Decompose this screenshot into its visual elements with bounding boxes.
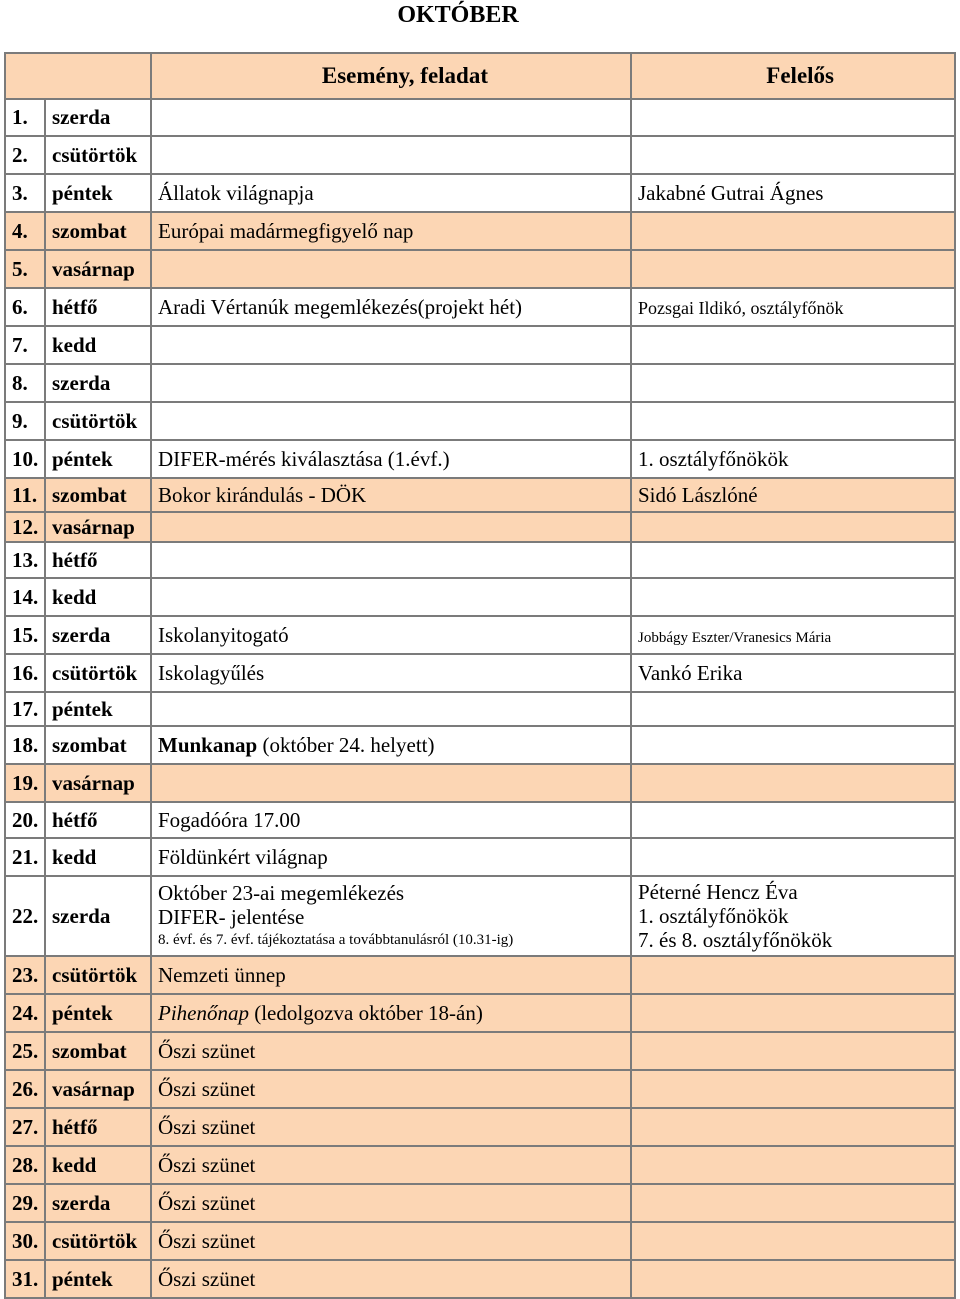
weekday-cell bbox=[45, 99, 151, 136]
event-cell bbox=[151, 1260, 631, 1298]
table-row bbox=[5, 542, 955, 578]
weekday-cell bbox=[45, 876, 151, 956]
table-row bbox=[5, 402, 955, 440]
day-number-cell bbox=[5, 726, 45, 764]
event-cell bbox=[151, 616, 631, 654]
table-row bbox=[5, 1070, 955, 1108]
day-number: 27. bbox=[12, 1114, 39, 1139]
weekday-cell bbox=[45, 654, 151, 692]
weekday-name: péntek bbox=[52, 1266, 113, 1291]
responsible-line: 1. osztályfőnökök bbox=[638, 904, 789, 928]
event-text: Őszi szünet bbox=[158, 1114, 256, 1139]
responsible-cell bbox=[631, 364, 955, 402]
responsible-cell bbox=[631, 802, 955, 838]
weekday-name: csütörtök bbox=[52, 408, 138, 433]
table-row bbox=[5, 956, 955, 994]
weekday-cell bbox=[45, 838, 151, 876]
event-text: Iskolagyűlés bbox=[158, 660, 265, 685]
responsible-text: Jobbágy Eszter/Vranesics Mária bbox=[638, 629, 832, 646]
weekday-name: szombat bbox=[52, 732, 127, 757]
weekday-cell bbox=[45, 802, 151, 838]
weekday-name: vasárnap bbox=[52, 770, 135, 795]
day-number-cell bbox=[5, 876, 45, 956]
weekday-cell bbox=[45, 578, 151, 616]
weekday-name: hétfő bbox=[52, 294, 98, 319]
responsible-cell bbox=[631, 654, 955, 692]
event-cell bbox=[151, 326, 631, 364]
table-row bbox=[5, 802, 955, 838]
weekday-name: péntek bbox=[52, 696, 113, 721]
day-number-cell bbox=[5, 1070, 45, 1108]
table-row bbox=[5, 1032, 955, 1070]
day-number-cell bbox=[5, 1260, 45, 1298]
table-row bbox=[5, 1184, 955, 1222]
table-row bbox=[5, 288, 955, 326]
table-row bbox=[5, 1146, 955, 1184]
weekday-cell bbox=[45, 726, 151, 764]
day-number: 22. bbox=[12, 903, 39, 928]
weekday-name: csütörtök bbox=[52, 142, 138, 167]
event-text: Őszi szünet bbox=[158, 1266, 256, 1291]
weekday-name: hétfő bbox=[52, 807, 98, 832]
responsible-cell bbox=[631, 838, 955, 876]
event-cell bbox=[151, 726, 631, 764]
day-number: 26. bbox=[12, 1076, 39, 1101]
day-number-cell bbox=[5, 654, 45, 692]
day-number: 6. bbox=[12, 294, 28, 319]
event-text: Iskolanyitogató bbox=[158, 622, 289, 647]
weekday-name: szerda bbox=[52, 1190, 111, 1215]
event-text: Európai madármegfigyelő nap bbox=[158, 218, 414, 243]
event-cell bbox=[151, 802, 631, 838]
responsible-cell bbox=[631, 1222, 955, 1260]
responsible-cell bbox=[631, 212, 955, 250]
day-number: 8. bbox=[12, 370, 28, 395]
day-number: 13. bbox=[12, 547, 39, 572]
event-text: Őszi szünet bbox=[158, 1076, 256, 1101]
weekday-cell bbox=[45, 478, 151, 512]
event-cell bbox=[151, 512, 631, 542]
responsible-cell bbox=[631, 136, 955, 174]
weekday-name: csütörtök bbox=[52, 1228, 138, 1253]
event-cell bbox=[151, 578, 631, 616]
weekday-cell bbox=[45, 250, 151, 288]
day-number: 23. bbox=[12, 962, 39, 987]
responsible-cell bbox=[631, 440, 955, 478]
event-text: Földünkért világnap bbox=[158, 844, 328, 869]
table-row bbox=[5, 326, 955, 364]
event-text: (ledolgozva október 18-án) bbox=[248, 1000, 483, 1025]
event-cell bbox=[151, 542, 631, 578]
event-cell bbox=[151, 212, 631, 250]
event-cell bbox=[151, 250, 631, 288]
day-number-cell bbox=[5, 99, 45, 136]
weekday-name: hétfő bbox=[52, 1114, 98, 1139]
event-cell bbox=[151, 1070, 631, 1108]
event-cell bbox=[151, 1146, 631, 1184]
weekday-name: kedd bbox=[52, 844, 97, 869]
event-cell bbox=[151, 838, 631, 876]
event-cell bbox=[151, 174, 631, 212]
responsible-text: Vankó Erika bbox=[638, 660, 743, 685]
day-number: 4. bbox=[12, 218, 28, 243]
weekday-cell bbox=[45, 692, 151, 726]
day-number: 30. bbox=[12, 1228, 39, 1253]
weekday-cell bbox=[45, 956, 151, 994]
event-cell bbox=[151, 1184, 631, 1222]
table-row bbox=[5, 692, 955, 726]
day-number: 29. bbox=[12, 1190, 39, 1215]
table-header-row bbox=[5, 53, 955, 99]
table-row bbox=[5, 616, 955, 654]
responsible-cell bbox=[631, 1108, 955, 1146]
responsible-cell bbox=[631, 616, 955, 654]
responsible-cell bbox=[631, 326, 955, 364]
event-cell bbox=[151, 402, 631, 440]
responsible-cell bbox=[631, 250, 955, 288]
day-number-cell bbox=[5, 364, 45, 402]
event-cell bbox=[151, 364, 631, 402]
day-number-cell bbox=[5, 440, 45, 478]
day-number: 5. bbox=[12, 256, 28, 281]
weekday-name: szerda bbox=[52, 105, 111, 129]
day-number: 1. bbox=[12, 105, 28, 129]
event-cell bbox=[151, 288, 631, 326]
weekday-cell bbox=[45, 1222, 151, 1260]
table-row bbox=[5, 726, 955, 764]
table-row bbox=[5, 174, 955, 212]
day-number: 25. bbox=[12, 1038, 39, 1063]
responsible-line: 7. és 8. osztályfőnökök bbox=[638, 928, 833, 952]
event-line: 8. évf. és 7. évf. tájékoztatása a továbbtanulásról (10.31-ig) bbox=[158, 932, 514, 948]
responsible-text: Sidó Lászlóné bbox=[638, 482, 758, 507]
responsible-line: Péterné Hencz Éva bbox=[638, 880, 798, 904]
responsible-cell bbox=[631, 956, 955, 994]
table-row bbox=[5, 1260, 955, 1298]
weekday-cell bbox=[45, 764, 151, 802]
responsible-cell bbox=[631, 542, 955, 578]
table-row bbox=[5, 99, 955, 136]
weekday-name: vasárnap bbox=[52, 1076, 135, 1101]
event-line: DIFER- jelentése bbox=[158, 905, 305, 929]
day-number-cell bbox=[5, 994, 45, 1032]
header-event: Esemény, feladat bbox=[151, 53, 631, 99]
day-number-cell bbox=[5, 250, 45, 288]
day-number-cell bbox=[5, 1222, 45, 1260]
day-number-cell bbox=[5, 402, 45, 440]
day-number: 31. bbox=[12, 1266, 39, 1291]
day-number-cell bbox=[5, 174, 45, 212]
responsible-cell bbox=[631, 174, 955, 212]
day-number: 24. bbox=[12, 1000, 39, 1025]
day-number-cell bbox=[5, 692, 45, 726]
event-text: Bokor kirándulás - DÖK bbox=[158, 482, 367, 507]
day-number-cell bbox=[5, 288, 45, 326]
weekday-cell bbox=[45, 174, 151, 212]
page-title: OKTÓBER bbox=[397, 2, 519, 28]
responsible-cell bbox=[631, 692, 955, 726]
day-number: 2. bbox=[12, 142, 28, 167]
event-cell bbox=[151, 956, 631, 994]
table-row bbox=[5, 212, 955, 250]
weekday-name: vasárnap bbox=[52, 256, 135, 281]
event-cell bbox=[151, 876, 631, 956]
day-number-cell bbox=[5, 1146, 45, 1184]
weekday-cell bbox=[45, 1260, 151, 1298]
event-cell bbox=[151, 440, 631, 478]
event-emphasis: Munkanap bbox=[158, 732, 258, 757]
responsible-cell bbox=[631, 1032, 955, 1070]
day-number: 21. bbox=[12, 844, 39, 869]
event-cell bbox=[151, 136, 631, 174]
responsible-text: 1. osztályfőnökök bbox=[638, 446, 789, 471]
day-number-cell bbox=[5, 956, 45, 994]
responsible-text: Jakabné Gutrai Ágnes bbox=[638, 180, 824, 205]
event-text: Állatok világnapja bbox=[158, 180, 314, 205]
day-number: 3. bbox=[12, 180, 28, 205]
table-row bbox=[5, 1108, 955, 1146]
event-text: Nemzeti ünnep bbox=[158, 962, 286, 987]
day-number-cell bbox=[5, 326, 45, 364]
table-row bbox=[5, 578, 955, 616]
day-number-cell bbox=[5, 1184, 45, 1222]
weekday-name: péntek bbox=[52, 180, 113, 205]
responsible-text: Pozsgai Ildikó, osztályfőnök bbox=[638, 297, 844, 318]
event-cell bbox=[151, 692, 631, 726]
day-number: 9. bbox=[12, 408, 28, 433]
weekday-cell bbox=[45, 288, 151, 326]
weekday-cell bbox=[45, 542, 151, 578]
weekday-cell bbox=[45, 616, 151, 654]
day-number: 15. bbox=[12, 622, 39, 647]
event-text: Őszi szünet bbox=[158, 1152, 256, 1177]
event-text: (október 24. helyett) bbox=[257, 732, 435, 757]
event-text: Őszi szünet bbox=[158, 1038, 256, 1063]
weekday-cell bbox=[45, 1032, 151, 1070]
table-row bbox=[5, 876, 955, 956]
day-number: 11. bbox=[12, 482, 38, 507]
day-number-cell bbox=[5, 1032, 45, 1070]
event-text: DIFER-mérés kiválasztása (1.évf.) bbox=[158, 446, 450, 471]
event-emphasis: Pihenőnap bbox=[158, 1000, 249, 1025]
weekday-name: szombat bbox=[52, 1038, 127, 1063]
header-date-cell bbox=[5, 53, 151, 99]
weekday-name: kedd bbox=[52, 332, 97, 357]
responsible-cell bbox=[631, 512, 955, 542]
day-number: 14. bbox=[12, 584, 39, 609]
weekday-name: kedd bbox=[52, 584, 97, 609]
day-number: 7. bbox=[12, 332, 28, 357]
event-cell bbox=[151, 478, 631, 512]
weekday-cell bbox=[45, 1108, 151, 1146]
weekday-cell bbox=[45, 440, 151, 478]
table-row bbox=[5, 764, 955, 802]
day-number: 10. bbox=[12, 446, 39, 471]
day-number-cell bbox=[5, 764, 45, 802]
event-line: Október 23-ai megemlékezés bbox=[158, 881, 405, 905]
responsible-cell bbox=[631, 876, 955, 956]
day-number-cell bbox=[5, 838, 45, 876]
day-number-cell bbox=[5, 1108, 45, 1146]
weekday-name: péntek bbox=[52, 1000, 113, 1025]
responsible-cell bbox=[631, 99, 955, 136]
weekday-cell bbox=[45, 326, 151, 364]
weekday-cell bbox=[45, 1184, 151, 1222]
day-number-cell bbox=[5, 802, 45, 838]
day-number: 28. bbox=[12, 1152, 39, 1177]
weekday-cell bbox=[45, 1070, 151, 1108]
day-number: 18. bbox=[12, 732, 39, 757]
weekday-name: szerda bbox=[52, 370, 111, 395]
weekday-name: szerda bbox=[52, 622, 111, 647]
weekday-name: vasárnap bbox=[52, 514, 135, 539]
responsible-cell bbox=[631, 1260, 955, 1298]
weekday-name: szombat bbox=[52, 218, 127, 243]
day-number-cell bbox=[5, 578, 45, 616]
responsible-cell bbox=[631, 764, 955, 802]
responsible-cell bbox=[631, 994, 955, 1032]
day-number-cell bbox=[5, 542, 45, 578]
weekday-name: szombat bbox=[52, 482, 127, 507]
weekday-cell bbox=[45, 212, 151, 250]
weekday-name: csütörtök bbox=[52, 962, 138, 987]
weekday-name: csütörtök bbox=[52, 660, 138, 685]
day-number: 16. bbox=[12, 660, 39, 685]
weekday-cell bbox=[45, 1146, 151, 1184]
day-number-cell bbox=[5, 136, 45, 174]
weekday-cell bbox=[45, 512, 151, 542]
responsible-cell bbox=[631, 726, 955, 764]
weekday-cell bbox=[45, 402, 151, 440]
table-row bbox=[5, 364, 955, 402]
table-row bbox=[5, 136, 955, 174]
responsible-cell bbox=[631, 1070, 955, 1108]
day-number: 20. bbox=[12, 807, 39, 832]
responsible-cell bbox=[631, 1184, 955, 1222]
event-cell bbox=[151, 764, 631, 802]
day-number-cell bbox=[5, 616, 45, 654]
day-number: 17. bbox=[12, 696, 39, 721]
event-text: Őszi szünet bbox=[158, 1228, 256, 1253]
weekday-name: hétfő bbox=[52, 547, 98, 572]
weekday-cell bbox=[45, 994, 151, 1032]
responsible-cell bbox=[631, 578, 955, 616]
event-cell bbox=[151, 1032, 631, 1070]
header-responsible: Felelős bbox=[631, 53, 955, 99]
day-number: 19. bbox=[12, 770, 39, 795]
weekday-cell bbox=[45, 364, 151, 402]
day-number-cell bbox=[5, 212, 45, 250]
table-row bbox=[5, 478, 955, 512]
table-row bbox=[5, 994, 955, 1032]
event-cell bbox=[151, 1222, 631, 1260]
event-text: Aradi Vértanúk megemlékezés(projekt hét) bbox=[158, 294, 523, 319]
responsible-cell bbox=[631, 1146, 955, 1184]
responsible-cell bbox=[631, 478, 955, 512]
event-cell bbox=[151, 99, 631, 136]
event-cell bbox=[151, 994, 631, 1032]
responsible-cell bbox=[631, 402, 955, 440]
weekday-name: péntek bbox=[52, 446, 113, 471]
event-cell bbox=[151, 654, 631, 692]
day-number: 12. bbox=[12, 514, 39, 539]
weekday-name: szerda bbox=[52, 903, 111, 928]
october-schedule-table bbox=[4, 52, 956, 1299]
event-text: Őszi szünet bbox=[158, 1190, 256, 1215]
table-row bbox=[5, 838, 955, 876]
event-text: Fogadóóra 17.00 bbox=[158, 807, 301, 832]
table-row bbox=[5, 512, 955, 542]
weekday-cell bbox=[45, 136, 151, 174]
day-number-cell bbox=[5, 478, 45, 512]
table-row bbox=[5, 1222, 955, 1260]
weekday-name: kedd bbox=[52, 1152, 97, 1177]
table-row bbox=[5, 250, 955, 288]
responsible-cell bbox=[631, 288, 955, 326]
table-row bbox=[5, 440, 955, 478]
table-row bbox=[5, 654, 955, 692]
day-number-cell bbox=[5, 512, 45, 542]
event-cell bbox=[151, 1108, 631, 1146]
